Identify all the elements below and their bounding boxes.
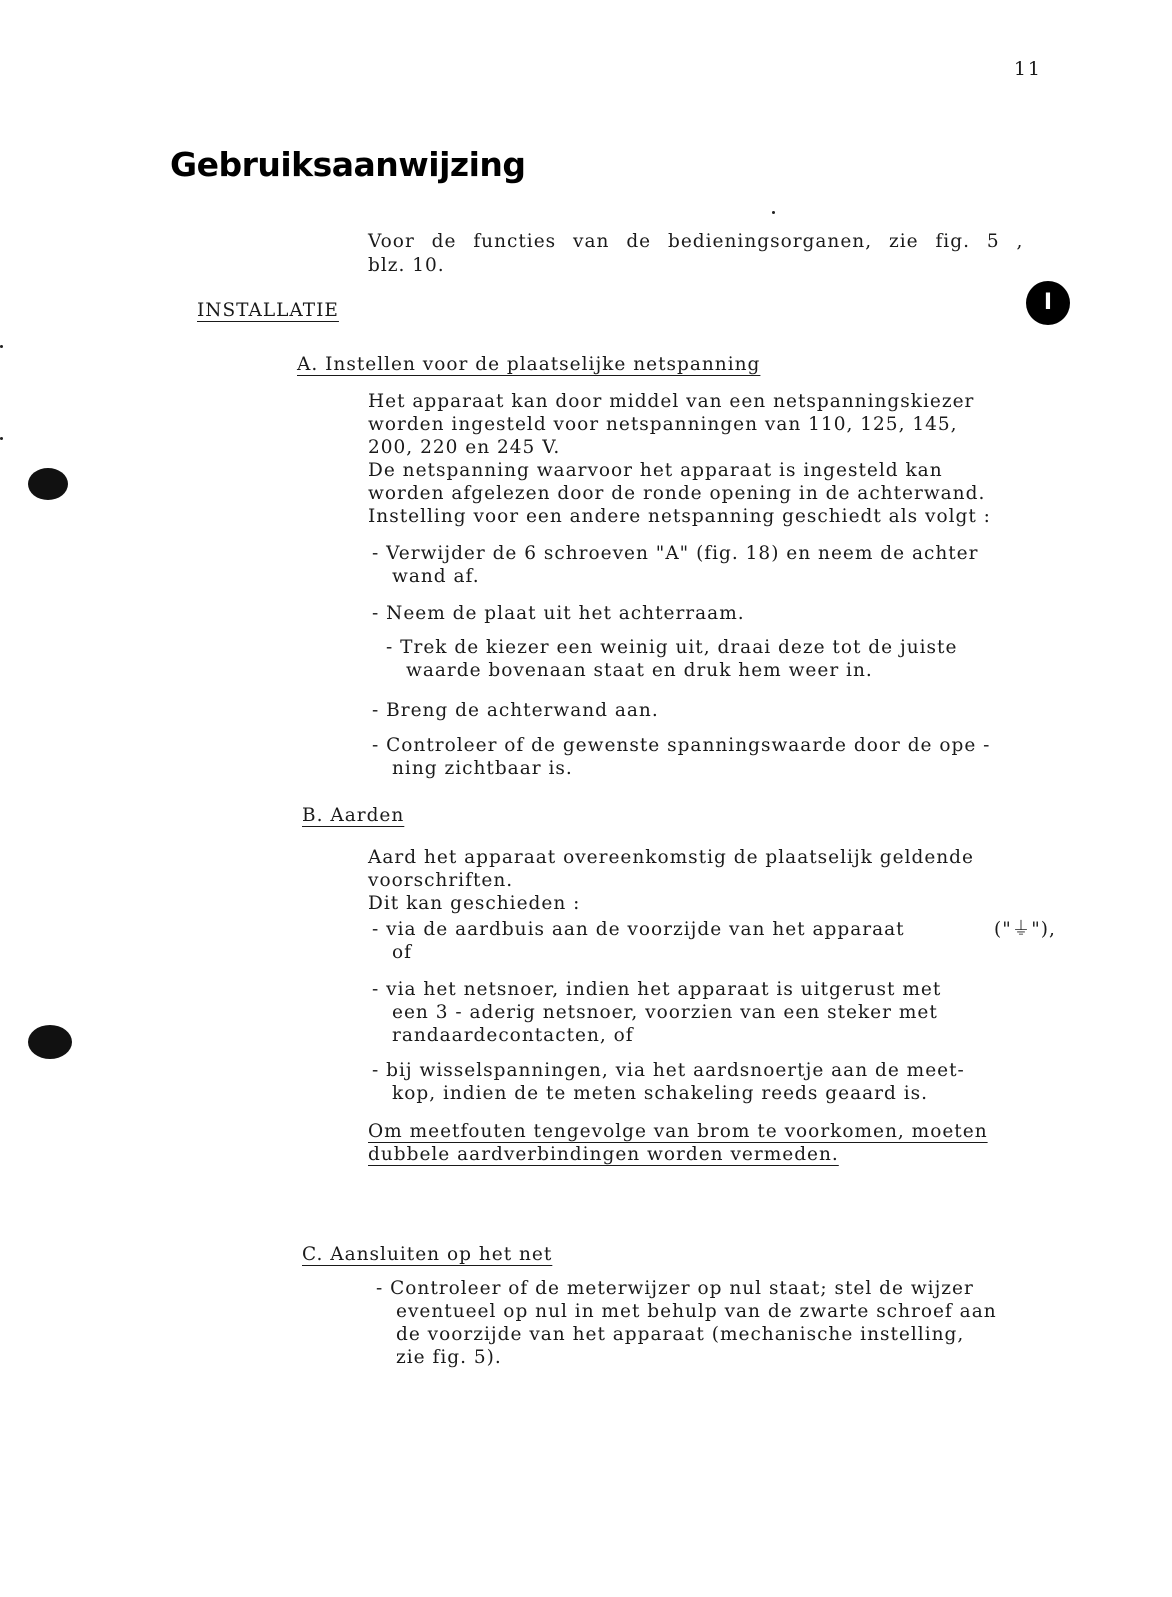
paragraph-line: Dit kan geschieden :: [368, 893, 581, 914]
section-b-paragraph: [368, 846, 974, 915]
option-item: [372, 918, 1056, 964]
option-line: - via de aardbuis aan de voorzijde van het apparaat: [372, 919, 905, 940]
paragraph-line: worden ingesteld voor netspanningen van 110, 125, 145,: [368, 414, 958, 435]
speck: [772, 211, 775, 214]
paragraph-line: Het apparaat kan door middel van een netspanningskiezer: [368, 391, 975, 412]
step-line: - Verwijder de 6 schroeven "A" (fig. 18) en neem de achter: [372, 543, 979, 564]
item-line: de voorzijde van het apparaat (mechanische instelling,: [396, 1324, 965, 1345]
section-c-heading: C. Aansluiten op het net: [302, 1244, 553, 1265]
speck: [0, 437, 3, 440]
step-item: [386, 636, 957, 682]
item-line: eventueel op nul in met behulp van de zwarte schroef aan: [396, 1301, 997, 1322]
section-b-heading: B. Aarden: [302, 805, 405, 826]
earth-symbol: ("⏚"),: [994, 919, 1056, 940]
option-item: [372, 978, 941, 1047]
warning-line: dubbele aardverbindingen worden vermeden.: [368, 1144, 839, 1165]
punch-hole-top: [28, 468, 68, 500]
intro-line-1: Voor de functies van de bedieningsorganen, zie fig. 5 ,: [368, 231, 1024, 252]
step-line: wand af.: [392, 566, 480, 587]
section-a-paragraph: [368, 390, 991, 528]
warning-line: Om meetfouten tengevolge van brom te voorkomen, moeten: [368, 1121, 988, 1142]
option-line: of: [392, 942, 412, 963]
paragraph-line: voorschriften.: [368, 870, 514, 891]
step-line: - Trek de kiezer een weinig uit, draai deze tot de juiste: [386, 637, 958, 658]
chapter-badge: I: [1026, 281, 1070, 325]
step-line: - Controleer of de gewenste spanningswaarde door de ope -: [372, 735, 991, 756]
item-line: - Controleer of de meterwijzer op nul staat; stel de wijzer: [376, 1278, 974, 1299]
intro-line-2: blz. 10.: [368, 255, 445, 276]
item-line: zie fig. 5).: [396, 1347, 502, 1368]
option-line: een 3 - aderig netsnoer, voorzien van een steker met: [392, 1002, 938, 1023]
section-a-heading: A. Instellen voor de plaatselijke netspanning: [297, 354, 761, 375]
step-item: [372, 699, 659, 722]
step-item: [372, 734, 990, 780]
paragraph-line: Aard het apparaat overeenkomstig de plaatselijk geldende: [368, 847, 974, 868]
step-line: waarde bovenaan staat en druk hem weer in.: [406, 660, 873, 681]
option-line: - bij wisselspanningen, via het aardsnoertje aan de meet-: [372, 1060, 965, 1081]
paragraph-line: 200, 220 en 245 V.: [368, 437, 561, 458]
section-label: INSTALLATIE: [197, 300, 339, 321]
option-line: randaardecontacten, of: [392, 1025, 634, 1046]
punch-hole-bottom: [28, 1025, 72, 1059]
step-line: - Neem de plaat uit het achterraam.: [372, 603, 745, 624]
option-item: [372, 1059, 965, 1105]
paragraph-line: De netspanning waarvoor het apparaat is ingesteld kan: [368, 460, 943, 481]
step-line: - Breng de achterwand aan.: [372, 700, 659, 721]
step-item: [372, 542, 978, 588]
step-line: ning zichtbaar is.: [392, 758, 573, 779]
paragraph-line: worden afgelezen door de ronde opening in de achterwand.: [368, 483, 986, 504]
connect-item: [376, 1277, 997, 1369]
grounding-warning: [368, 1120, 988, 1166]
paragraph-line: Instelling voor een andere netspanning geschiedt als volgt :: [368, 506, 991, 527]
step-item: [372, 602, 745, 625]
page-title: Gebruiksaanwijzing: [170, 145, 526, 184]
option-line: - via het netsnoer, indien het apparaat is uitgerust met: [372, 979, 942, 1000]
speck: [0, 345, 3, 348]
option-line: kop, indien de te meten schakeling reeds geaard is.: [392, 1083, 928, 1104]
page-number: 11: [1013, 58, 1042, 80]
